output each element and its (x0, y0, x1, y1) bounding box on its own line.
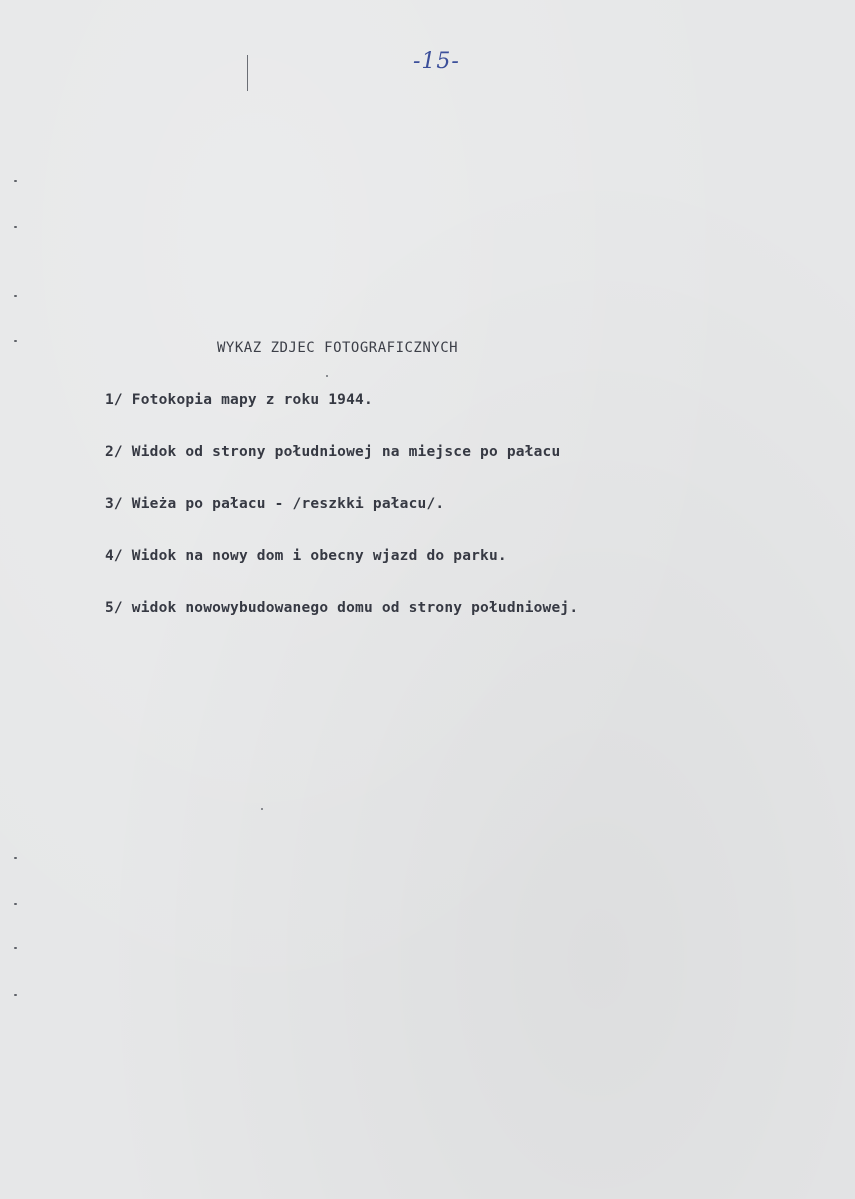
binding-hole-mark (14, 180, 17, 182)
binding-hole-mark (14, 857, 17, 859)
list-item: 1/ Fotokopia mapy z roku 1944. (105, 392, 373, 408)
document-title: WYKAZ ZDJEC FOTOGRAFICZNYCH (217, 340, 459, 356)
binding-hole-mark (14, 903, 17, 905)
ink-speck (326, 375, 328, 377)
ink-speck (261, 808, 263, 810)
binding-hole-mark (14, 947, 17, 949)
binding-hole-mark (14, 340, 17, 342)
binding-hole-mark (14, 295, 17, 297)
list-item: 4/ Widok na nowy dom i obecny wjazd do parku. (105, 548, 507, 564)
list-item: 5/ widok nowowybudowanego domu od strony południowej. (105, 600, 579, 616)
photo-list (105, 392, 578, 652)
binding-hole-mark (14, 226, 17, 228)
handwritten-page-number: -15- (413, 49, 460, 74)
binding-hole-mark (14, 994, 17, 996)
pencil-mark (247, 55, 248, 91)
list-item: 2/ Widok od strony południowej na miejsce po pałacu (105, 444, 561, 460)
list-item: 3/ Wieża po pałacu - /reszkki pałacu/. (105, 496, 445, 512)
